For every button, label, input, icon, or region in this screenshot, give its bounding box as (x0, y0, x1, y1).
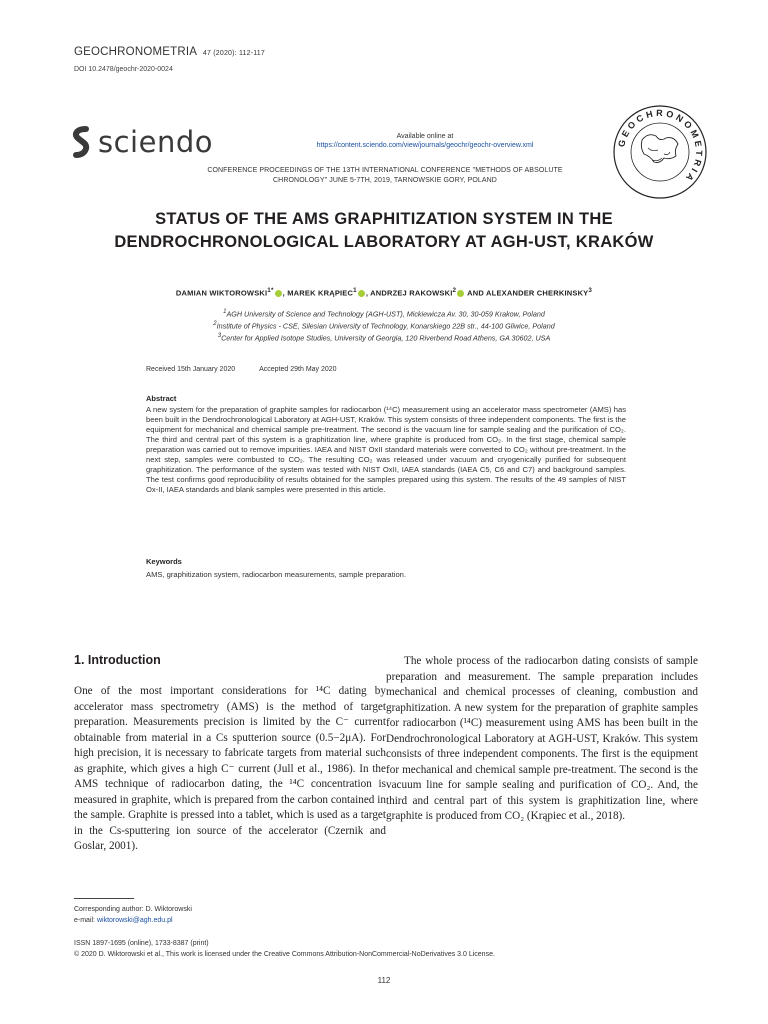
author-sup: 2 (452, 287, 457, 294)
author-sup: 1* (267, 287, 274, 294)
availability-notice (260, 132, 590, 150)
journal-header (74, 46, 265, 58)
author-sup: 1 (353, 287, 357, 294)
email-line (74, 917, 173, 924)
author-sep: , (365, 288, 371, 298)
journal-volume: 47 (2020): 112-117 (202, 50, 265, 57)
author-name: MAREK KRĄPIEC (287, 288, 354, 298)
article-title (60, 208, 708, 254)
orcid-icon[interactable] (275, 290, 282, 297)
affiliation-sup: 2 (213, 321, 217, 327)
author-name: DAMIAN WIKTOROWSKI (175, 288, 268, 298)
affiliation (60, 333, 708, 342)
orcid-icon[interactable] (358, 290, 365, 297)
journal-seal-icon (612, 104, 708, 200)
journal-url-link[interactable]: https://content.sciendo.com/view/journals/geochr/geochr-overview.xml (316, 142, 534, 149)
title-line-2: DENDROCHRONOLOGICAL LABORATORY AT AGH-UST, KRAKÓW (114, 233, 654, 251)
received-date: Received 15th January 2020 (146, 366, 236, 373)
corresponding-author: Corresponding author: D. Wiktorowski (74, 906, 192, 913)
abstract-text: A new system for the preparation of graphite samples for radiocarbon (¹⁴C) measurement using an accelerator mass spectrometer (AMS) has been built in the Dendrochronological Laboratory at AGH-UST, Kraków. This system consists of three independent components. The first is the equipment for mechanical and chemical sample pre-treatment. The second is the vacuum line for sample sealing and the purification of CO₂. The third and central part of this system is a graphitization line, where graphite is produced from CO₂. In the first stage, chemical sample preparation was carried out to remove impurities. IAEA and NIST OxII standard materials were converted to CO₂ without pre-treatment. In the next step, samples were combusted to CO₂. The resulting CO₂ was released under vacuum and cryogenically purified for subsequent graphitization. The performance of the system was tested with NIST OxII, IAEA standards (IAEA C5, C6 and C7) and background samples. The test confirms good reproducibility of results obtained for the samples prepared using this system. The results of the 49 samples of NIST Ox-II, IAEA standards and blank samples were presented in this article. (146, 405, 626, 494)
affiliation-text: AGH University of Science and Technology (AGH-UST), Mickiewicza Av. 30, 30-059 Krakow, Poland (226, 309, 545, 319)
affiliation-text: Institute of Physics - CSE, Silesian University of Technology, Konarskiego 22B str., 44-100 Gliwice, Poland (216, 321, 555, 331)
body-paragraph: The whole process of the radiocarbon dating consists of sample preparation and measurement. The sample preparation includes mechanical and chemical processes of cleaning, combustion and graphitization. A new system for the preparation of graphite samples for radiocarbon (¹⁴C) measurement using AMS has been built in the Dendrochronological Laboratory at AGH-UST, Kraków. This system consists of three independent components. The first is the equipment for mechanical and chemical sample pre-treatment. The second is the vacuum line for sample sealing and purification of CO₂. And, the third and central part of this system is graphitization line, where graphite is produced from CO₂ (Krąpiec et al., 2018). (386, 655, 698, 822)
affiliation-sup: 3 (217, 333, 222, 339)
accepted-date: Accepted 29th May 2020 (259, 366, 337, 373)
author-sep: , (282, 288, 288, 298)
license: © 2020 D. Wiktorowski et al., This work is licensed under the Creative Commons Attribution-NonCommercial-NoDerivatives 3.0 License. (74, 951, 495, 958)
keywords-text: AMS, graphitization system, radiocarbon measurements, sample preparation. (146, 570, 406, 579)
sciendo-logo-icon (70, 125, 92, 159)
author-name: ANDRZEJ RAKOWSKI (370, 288, 453, 298)
publisher-logo (70, 125, 213, 159)
conference-note (180, 166, 590, 186)
publisher-name: sciendo (98, 125, 213, 159)
email-label: e-mail: (74, 917, 97, 924)
affiliation-sup: 1 (223, 309, 227, 315)
affiliation (60, 309, 708, 318)
author-sep: AND (465, 288, 487, 298)
email-link[interactable]: wiktorowski@agh.edu.pl (96, 917, 173, 924)
affiliation-text: Center for Applied Isotope Studies, University of Georgia, 120 Riverbend Road Athens, GA 30602, USA (221, 333, 551, 343)
author-list (60, 287, 708, 298)
seal-text: GEOCHRONOMETRIA (616, 107, 705, 186)
journal-name: GEOCHRONOMETRIA (74, 46, 197, 58)
abstract-heading: Abstract (146, 394, 177, 403)
issn: ISSN 1897-1695 (online), 1733-8387 (print) (74, 940, 209, 947)
keywords-heading: Keywords (146, 557, 182, 566)
available-label: Available online at (396, 133, 454, 140)
author-name: ALEXANDER CHERKINSKY (486, 288, 589, 298)
author-sup: 3 (588, 287, 593, 294)
doi[interactable]: DOI 10.2478/geochr-2020-0024 (74, 66, 173, 73)
title-line-1: STATUS OF THE AMS GRAPHITIZATION SYSTEM IN THE (155, 210, 613, 228)
section-heading: 1. Introduction (74, 653, 161, 667)
body-paragraph: One of the most important considerations for ¹⁴C dating by accelerator mass spectrometry (AMS) is the method of target preparation. Measurements precision is limited by the C⁻ current obtainable from material in a Cs sputterion source (0.5−2μA). For high precision, it is necessary to fabricate targets from material such as graphite, which gives a high C⁻ current (Jull et al., 1986). In the AMS technique of radiocarbon dating, the ¹⁴C concentration is measured in graphite, which is prepared from the carbon contained in the sample. Graphite is pressed into a tablet, which is used as a target in the Cs-sputtering ion source of the accelerator (Czernik and Goslar, 2001). (74, 685, 386, 852)
page-number: 112 (377, 976, 391, 985)
conference-line-2: CHRONOLOGY" JUNE 5-7TH, 2019, TARNOWSKIE GORY, POLAND (273, 177, 497, 184)
article-dates (146, 366, 337, 373)
orcid-icon[interactable] (457, 290, 464, 297)
body-column-left (74, 684, 386, 855)
affiliation (60, 321, 708, 330)
svg-text:GEOCHRONOMETRIA (616, 108, 704, 185)
conference-line-1: CONFERENCE PROCEEDINGS OF THE 13TH INTERNATIONAL CONFERENCE "METHODS OF ABSOLUTE (207, 167, 563, 174)
body-column-right (386, 654, 698, 825)
footnote-divider (74, 898, 134, 899)
